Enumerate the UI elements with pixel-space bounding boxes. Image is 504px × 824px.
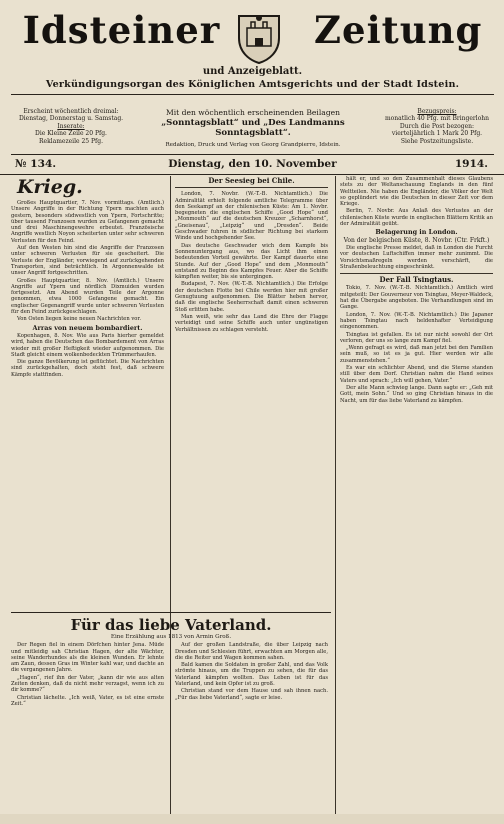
article-heading: Arras von neuem bombardiert. bbox=[32, 323, 143, 332]
serial-column-left: Der Regen fiel in einem Dörfchen hinter Jena. Müde und mitleidig sah Christian Hagen, der alte Wächter, seine Wanderhundes als die kleinen Wunden. Er lehnte am Zaun, dessen Gras im Winter kahl war, und dachte an die vergangenen Jahre. „Hagen“, rief ihn der Vater, „kann dir wie aus alten Zeiten denken, daß du nicht mehr verzagst, wenn ich zu dir komme?“ Christian lächelte. „Ich weiß, Vater, es ist eine ernste Zeit.“ bbox=[11, 642, 164, 707]
section-heading-krieg: Krieg. bbox=[17, 176, 83, 198]
article-columns bbox=[11, 176, 494, 814]
article-paragraph: Auf den Westen hin sind die Angriffe der Franzosen unter schweren Verlusten für sie gescheitert. Die Verluste der Engländer, vorwiegend auf zurückgehenden Transporten, sind beträchtlich. In Argonnenwalde ist unser Angriff fortgeschritten. bbox=[11, 245, 164, 277]
article-paragraph: Die englische Presse meldet, daß in London die Furcht vor deutschen Luftschiffen immer mehr zunimmt. Die Vorsichtsmaßregeln werden verschärft, die Straßenbeleuchtung eingeschränkt. bbox=[340, 244, 493, 270]
column-news bbox=[340, 176, 493, 814]
article-paragraph: Tsingtau ist gefallen. Es ist nur nicht sowohl der Ort verloren, der uns so lange zum Kampf fiel. bbox=[340, 331, 493, 344]
article-paragraph: Man weiß, wie sehr das Land die Ehre der Flagge verteidigt und seine Schiffe auch unter ungünstigen Verhältnissen zu schlagen versteht. bbox=[175, 313, 328, 333]
title-left: Idsteiner bbox=[22, 8, 221, 52]
article-paragraph: London, 7. Nov. (W.-T.-B. Nichtamtlich.) Die Japaner haben Tsingtau nach heldenhafter Verteidigung eingenommen. bbox=[340, 311, 493, 331]
article-paragraph: Die ganze Bevölkerung ist geflüchtet. Die Nachrichten sind zurückgehalten, doch steht fest, daß schwere Kämpfe stattfinden. bbox=[11, 359, 164, 378]
serial-subtitle: Eine Erzählung aus 1813 von Armin Groß. bbox=[110, 634, 232, 640]
article-paragraph: Berlin, 7. Novbr. Aus Anlaß des Verlustes an der chilenischen Küste wurde in englischen Blättern Kritik an der Admiralität geübt. bbox=[340, 208, 493, 228]
feuilleton-section bbox=[11, 616, 331, 822]
article-paragraph: Budapest, 7. Nov. (W.-T.-B. Nichtamtlich.) Die Erfolge der deutschen Flotte bei Chile werden hier mit großer Genugtuung aufgenommen. Die Blätter heben hervor, daß die englische Seeherrschaft damit einen schweren Stoß erlitten habe. bbox=[175, 281, 328, 313]
article-heading: Der Fall Tsingtaus. bbox=[379, 275, 454, 285]
title-right: Zeitung bbox=[314, 8, 483, 52]
article-dateline: Von der belgischen Küste, 8. Novbr. (Ctr. Frkft.) bbox=[343, 236, 490, 244]
article-heading: Belagerung in London. bbox=[375, 228, 458, 237]
article-paragraph: Tokio, 7. Nov. (W.-T.-B. Nichtamtlich.) Amtlich wird mitgeteilt: Der Gouverneur von Tsingtau, Meyer-Waldeck, hat die Übergabe angeboten. Die Verhandlungen sind im Gange. bbox=[340, 285, 493, 311]
serial-column-right: Auf der großen Landstraße, die über Leipzig nach Dresden und Schlesien führt, erwachten am Morgen alle, die die Reiter und Wagen kommen sahen. Bald kamen die Soldaten in großer Zahl, und das Volk strömte hinaus, um die Truppen zu sehen, die für das Vaterland kämpfen wollten. Das Leben ist für das Vaterland, und kein Opfer ist zu groß. Christian stand vor dem Hause und sah ihnen nach. „Für das liebe Vaterland“, sagte er leise. bbox=[175, 642, 328, 701]
issue-number: № 134. bbox=[15, 158, 57, 170]
issue-date: Dienstag, den 10. November bbox=[168, 158, 337, 170]
info-bar bbox=[11, 106, 494, 158]
issue-year: 1914. bbox=[454, 158, 488, 170]
article-paragraph: Es war ein schlichter Abend, und die Sterne standen still über dem Dorf. Christian nahm die Hand seines Vaters und sprach: „Ich will gehen, Vater.“ bbox=[340, 365, 493, 384]
article-paragraph: Großes Hauptquartier, 8. Nov. (Amtlich.) Unsere Angriffe auf Ypern und nördlich Dixmuiden wurden fortgesetzt. Am Abend wurden Teile der Argonne genommen, etwa 1000 Gefangene gemacht. Ein englischer Gegenangriff wurde unter schweren Verlusten für den Feind zurückgeschlagen. bbox=[11, 277, 164, 316]
article-paragraph: Der alte Mann schwieg lange. Dann sagte er: „Geh mit Gott, mein Sohn.“ Und so ging Christian hinaus in die Nacht, um für das liebe Vaterland zu kämpfen. bbox=[340, 384, 493, 404]
masthead bbox=[11, 6, 494, 106]
article-paragraph: hält er, und so den Zusammenhalt dieses Glaubens stets zu der Weltanschauung Englands in den fünf Weltteilen. Nie haben die Engländer, die Völker der Welt so geplündert wie die Deutschen in dieser Zeit vor dem Kriege. bbox=[340, 176, 493, 208]
issue-bar bbox=[11, 158, 494, 172]
article-paragraph: Das deutsche Geschwader wich dem Kampfe bis Sonnenuntergang aus, wo das Licht ihm einen bedeutenden Vorteil gewährte. Der Kampf dauerte eine Stunde. Auf der „Good Hope“ und dem „Monmouth“ entstand zu Beginn des Kampfes Feuer. Aber die Schiffe kämpften weiter, bis sie untergingen. bbox=[175, 242, 328, 281]
subscription-info: Bezugspreis: monatlich 40 Pfg. mit Bringerlohn Durch die Post bezogen: vierteljährlich 1 Mark 20 Pfg. Siehe Postzeitungsliste. bbox=[384, 108, 490, 145]
article-paragraph: London, 7. Novbr. (W.-T.-B. Nichtamtlich.) Die Admiralität erhielt folgende amtliche Telegramme über den Seekampf an der chilenischen Küste: Am 1. Novbr. begegneten die englischen Schiffe „Good Hope“ und „Monmouth“ auf die deutschen Kreuzer „Scharnhorst“, „Gneisenau“, „Leipzig“ und „Dresden“. Beide Geschwader fuhren in südlicher Richtung bei starkem Winde und hochgehender See. bbox=[175, 191, 328, 242]
article-paragraph: Großes Hauptquartier, 7. Nov. vormittags. (Amtlich.) Unsere Angriffe in der Richtung Ypern machten auch gestern, besonders südwestlich von Ypern, Fortschritte; über tausend Franzosen wurden zu Gefangenen gemacht und drei Maschinengewehre erbeutet. Französische Angriffe westlich Noyon scheiterten unter sehr schweren Verlusten für den Feind. bbox=[11, 200, 164, 244]
column-sea-battle bbox=[175, 176, 328, 608]
subtitle-anzeigeblatt: und Anzeigeblatt. bbox=[202, 66, 303, 77]
article-paragraph: „Wenn gefragt es wird, daß man jetzt bei den Familien sein muß, so ist es ja gut. Hier werden wir alle zusammenstehen.“ bbox=[340, 345, 493, 364]
article-paragraph: Von Osten liegen keine neuen Nachrichten vor. bbox=[17, 316, 141, 323]
article-paragraph: Kopenhagen, 8. Nov. Wie aus Paris hierher gemeldet wird, haben die Deutschen das Bombardement von Arras wieder mit großer Heftigkeit wieder aufgenommen. Die Stadt gleicht einem wolkenbedeckten Trümmerhaufen. bbox=[11, 332, 164, 358]
publication-info: Erscheint wöchentlich dreimal: Dienstag, Donnerstag u. Samstag. Inserate: Die Kleine Zeile 20 Pfg. Reklamezeile 25 Pfg. bbox=[18, 108, 124, 145]
coat-of-arms-icon bbox=[233, 10, 285, 64]
page-footer-strip bbox=[0, 814, 504, 824]
column-war-news bbox=[11, 176, 164, 608]
masthead-rule bbox=[11, 94, 494, 95]
serial-title: Für das liebe Vaterland. bbox=[70, 616, 272, 634]
supplements-info: Mit den wöchentlich erscheinenden Beilagen „Sonntagsblatt“ und „Des Landmanns Sonntagsblatt“. Redaktion, Druck und Verlag von Georg Grandpierre, Idstein. bbox=[161, 108, 345, 148]
subtitle-organ: Verkündigungsorgan des Königlichen Amtsgerichts und der Stadt Idstein. bbox=[45, 79, 460, 90]
feuilleton-rule bbox=[11, 612, 331, 613]
article-heading: Der Seesieg bei Chile. bbox=[208, 176, 295, 185]
